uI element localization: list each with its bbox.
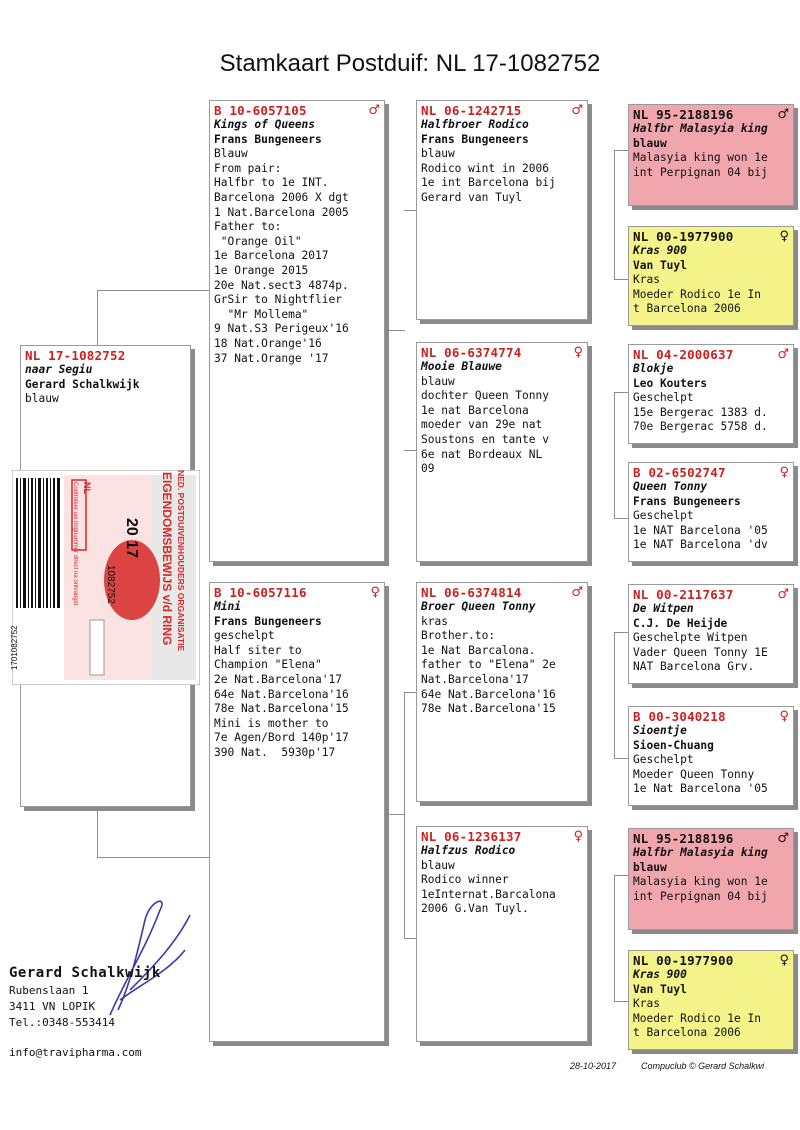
- color: blauw: [25, 392, 59, 406]
- info-line: 1e nat Barcelona: [421, 403, 529, 417]
- pedigree-card-dam: [209, 582, 385, 1042]
- footer-copyright: Compuclub © Gerard Schalkwi: [641, 1061, 765, 1071]
- info-line: Vader Queen Tonny 1E: [633, 645, 768, 659]
- pedigree-card-dam-dam: [416, 826, 588, 1042]
- page-title: Stamkaart Postduif: NL 17-1082752: [219, 50, 601, 77]
- connector-ds-parents: [614, 632, 629, 759]
- ring-number: NL 06-6374814: [421, 585, 522, 600]
- pigeon-name: Broer Queen Tonny: [421, 600, 536, 613]
- info-line: 64e Nat.Barcelona'16: [214, 687, 349, 701]
- info-line: 2006 G.Van Tuyl.: [421, 902, 529, 916]
- info-line: t Barcelona 2006: [633, 1026, 741, 1040]
- breeder: Frans Bungeneers: [214, 132, 322, 146]
- pedigree-card-dsd: [628, 706, 794, 806]
- info-line: From pair:: [214, 161, 282, 175]
- sex-symbol: ♀: [573, 829, 583, 844]
- pigeon-name: De Witpen: [633, 602, 694, 615]
- info-line: Blauw: [214, 147, 248, 161]
- sex-symbol: ♂: [368, 103, 380, 118]
- pedigree-card-ddd: [628, 950, 794, 1050]
- info-line: 64e Nat.Barcelona'16: [421, 687, 556, 701]
- pigeon-name: Kras 900: [633, 244, 687, 257]
- info-line: 70e Bergerac 5758 d.: [633, 420, 768, 434]
- info-line: 18 Nat.Orange'16: [214, 336, 322, 350]
- info-line: Geschelpt: [633, 753, 694, 767]
- info-line: 6e nat Bordeaux NL: [421, 447, 543, 461]
- info-line: Champion "Elena": [214, 658, 322, 672]
- connector-sd-parents: [614, 392, 629, 519]
- pigeon-name: Halfzus Rodico: [421, 844, 516, 857]
- info-line: Brother.to:: [421, 629, 496, 643]
- footer-date: 28-10-2017: [570, 1061, 617, 1071]
- pigeon-name: Halfbr Malasyia king: [633, 122, 768, 135]
- pigeon-name: Kras 900: [633, 968, 687, 981]
- info-line: Father to:: [214, 220, 282, 234]
- ring-number: NL 00-1977900: [633, 229, 734, 244]
- info-line: 2e Nat.Barcelona'17: [214, 672, 342, 686]
- breeder: Gerard Schalkwijk: [25, 377, 140, 391]
- info-line: Nat.Barcelona'17: [421, 672, 529, 686]
- connector-dam-mid: [385, 814, 405, 816]
- pedigree-card-sire-sire: [416, 100, 588, 320]
- ring-year: 20 17: [123, 518, 140, 559]
- pigeon-name: Halfbr Malasyia king: [633, 846, 768, 859]
- info-line: Geschelpt: [633, 391, 694, 405]
- pedigree-card-sdd: [628, 462, 794, 562]
- pedigree-card-dss: [628, 584, 794, 684]
- info-line: blauw: [421, 374, 455, 388]
- sex-symbol: ♀: [779, 465, 789, 480]
- connector-subject-sire: [97, 290, 210, 349]
- info-line: 1e int Barcelona bij: [421, 176, 556, 190]
- ring-number-vertical: 1082752: [105, 565, 116, 604]
- owner-street: Rubenslaan 1: [9, 984, 89, 997]
- connector-sire-sd: [404, 450, 416, 452]
- ring-org-text: NED. POSTDUIVENHOUDERS ORGANISATIE: [176, 470, 186, 652]
- breeder: blauw: [633, 136, 667, 150]
- pigeon-name: Blokje: [633, 362, 674, 375]
- info-line: Gerard van Tuyl: [421, 190, 523, 204]
- sex-symbol: ♂: [777, 107, 789, 122]
- owner-city: 3411 VN LOPIK: [9, 1000, 96, 1013]
- owner-name: Gerard Schalkwijk: [9, 965, 161, 981]
- info-line: Barcelona 2006 X dgt: [214, 190, 349, 204]
- info-line: Halfbr to 1e INT.: [214, 176, 329, 190]
- barcode-number: 1701082752: [10, 625, 19, 670]
- ring-country: NL: [82, 482, 92, 494]
- ring-number: NL 06-1242715: [421, 103, 522, 118]
- info-line: kras: [421, 614, 448, 628]
- info-line: Rodico wint in 2006: [421, 161, 549, 175]
- info-line: blauw: [421, 858, 455, 872]
- pedigree-card-dds: [628, 828, 794, 930]
- info-line: 1e NAT Barcelona 'dv: [633, 538, 768, 552]
- pedigree-card-sire-dam: [416, 342, 588, 562]
- pigeon-name: Halfbroer Rodico: [421, 118, 529, 131]
- info-line: Kras: [633, 273, 660, 287]
- info-line: Rodico winner: [421, 873, 509, 887]
- ring-number: B 10-6057105: [214, 103, 307, 118]
- info-line: int Perpignan 04 bij: [633, 889, 768, 903]
- connector-subject-dam: [97, 805, 210, 858]
- ring-number: NL 00-1977900: [633, 953, 734, 968]
- breeder: Leo Kouters: [633, 376, 708, 390]
- pigeon-name: Mooie Blauwe: [421, 360, 502, 373]
- breeder: Van Tuyl: [633, 258, 687, 272]
- pigeon-name: Kings of Queens: [214, 118, 316, 131]
- ring-number: B 02-6502747: [633, 465, 726, 480]
- pigeon-name: Mini: [214, 600, 241, 613]
- info-line: 9 Nat.S3 Perigeux'16: [214, 322, 349, 336]
- info-line: 1e Orange 2015: [214, 263, 309, 277]
- sex-symbol: ♀: [573, 345, 583, 360]
- breeder: Frans Bungeneers: [214, 614, 322, 628]
- ring-number: NL 95-2188196: [633, 107, 734, 122]
- sex-symbol: ♂: [777, 587, 789, 602]
- sex-symbol: ♀: [779, 709, 789, 724]
- connector-ss-parents: [614, 150, 629, 280]
- info-line: Malasyia king won 1e: [633, 151, 768, 165]
- ring-number: NL 06-1236137: [421, 829, 522, 844]
- sex-symbol: ♂: [777, 831, 789, 846]
- sex-symbol: ♂: [571, 585, 583, 600]
- info-line: 1e Barcelona 2017: [214, 249, 329, 263]
- ring-doc-text: EIGENDOMSBEWIJS v/d RING: [160, 472, 174, 646]
- info-line: "Orange Oil": [214, 234, 302, 248]
- owner-email: info@travipharma.com: [9, 1046, 142, 1059]
- info-line: moeder van 29e nat: [421, 418, 543, 432]
- pedigree-card-dam-sire: [416, 582, 588, 802]
- ring-number: B 00-3040218: [633, 709, 726, 724]
- info-line: Geschelpt: [633, 509, 694, 523]
- breeder: Sioen-Chuang: [633, 738, 714, 752]
- info-line: 37 Nat.Orange '17: [214, 351, 329, 365]
- info-line: 15e Bergerac 1383 d.: [633, 405, 768, 419]
- connector-dd-parents: [614, 875, 629, 1002]
- breeder: Van Tuyl: [633, 982, 687, 996]
- pedigree-card-sss: [628, 104, 794, 206]
- ring-number: NL 00-2117637: [633, 587, 734, 602]
- sex-symbol: ♀: [779, 953, 789, 968]
- ring-number: NL 17-1082752: [25, 348, 126, 363]
- info-line: Half siter to: [214, 643, 302, 657]
- pedigree-card-sire: [209, 100, 385, 562]
- pedigree-card-ssd: [628, 226, 794, 326]
- info-line: blauw: [421, 147, 455, 161]
- info-line: Moeder Rodico 1e In: [633, 287, 761, 301]
- connector-sire-mid: [385, 330, 405, 332]
- info-line: t Barcelona 2006: [633, 302, 741, 316]
- info-line: GrSir to Nightflier: [214, 293, 342, 307]
- info-line: NAT Barcelona Grv.: [633, 660, 755, 674]
- info-line: Malasyia king won 1e: [633, 875, 768, 889]
- info-line: 1e Nat Barcelona '05: [633, 782, 768, 796]
- owner-address-block: [9, 965, 161, 1061]
- ring-number: NL 06-6374774: [421, 345, 522, 360]
- info-line: 1e NAT Barcelona '05: [633, 523, 768, 537]
- info-line: 78e Nat.Barcelona'15: [421, 702, 556, 716]
- pedigree-card-sds: [628, 344, 794, 444]
- info-line: 7e Agen/Bord 140p'17: [214, 731, 349, 745]
- info-line: 1e Nat Barcalona.: [421, 643, 536, 657]
- ring-number: B 10-6057116: [214, 585, 307, 600]
- breeder: C.J. De Heijde: [633, 616, 728, 630]
- info-line: 09: [421, 462, 435, 476]
- sex-symbol: ♀: [370, 585, 380, 600]
- info-line: Geschelpte Witpen: [633, 631, 748, 645]
- breeder: blauw: [633, 860, 667, 874]
- pigeon-name: naar Segiu: [25, 363, 93, 376]
- info-line: 1 Nat.Barcelona 2005: [214, 205, 349, 219]
- ring-number: NL 04-2000637: [633, 347, 734, 362]
- info-line: int Perpignan 04 bij: [633, 165, 768, 179]
- info-line: 1eInternat.Barcalona: [421, 887, 556, 901]
- ring-number: NL 95-2188196: [633, 831, 734, 846]
- info-line: father to "Elena" 2e: [421, 658, 556, 672]
- ring-side-text: Controleer uw ringnummer direct na ontvangst: [72, 482, 78, 606]
- sex-symbol: ♀: [779, 229, 789, 244]
- info-line: Mini is mother to: [214, 716, 329, 730]
- info-line: Moeder Rodico 1e In: [633, 1011, 761, 1025]
- breeder: Frans Bungeneers: [421, 132, 529, 146]
- sex-symbol: ♂: [571, 103, 583, 118]
- info-line: "Mr Mollema": [214, 307, 309, 321]
- info-line: Kras: [633, 997, 660, 1011]
- sex-symbol: ♂: [777, 347, 789, 362]
- breeder: Frans Bungeneers: [633, 494, 741, 508]
- info-line: Moeder Queen Tonny: [633, 767, 755, 781]
- info-line: dochter Queen Tonny: [421, 389, 549, 403]
- pigeon-name: Queen Tonny: [633, 480, 708, 493]
- owner-phone: Tel.:0348-553414: [9, 1016, 115, 1029]
- pigeon-name: Sioentje: [633, 724, 687, 737]
- info-line: 20e Nat.sect3 4874p.: [214, 278, 349, 292]
- info-line: 390 Nat. 5930p'17: [214, 745, 336, 759]
- info-line: geschelpt: [214, 629, 275, 643]
- ring-certificate: [12, 470, 200, 685]
- info-line: 78e Nat.Barcelona'15: [214, 702, 349, 716]
- connector-sire-ss: [404, 210, 416, 212]
- info-line: Soustons en tante v: [421, 432, 549, 446]
